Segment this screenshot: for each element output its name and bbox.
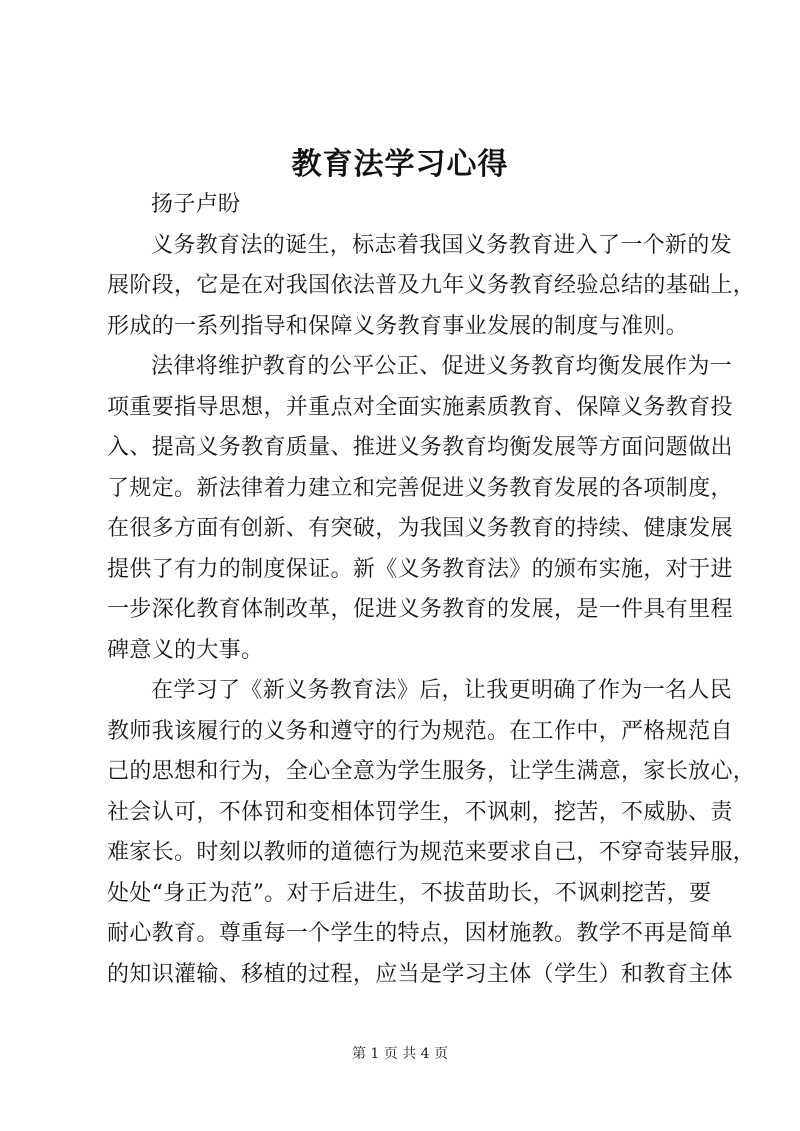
body-line: 法律将维护教育的公平公正、促进义务教育均衡发展作为一: [151, 354, 733, 379]
body-line: 一步深化教育体制改革，促进义务教育的发展，是一件具有里程: [107, 597, 733, 622]
body-line: 提供了有力的制度保证。新《义务教育法》的颁布实施，对于进: [107, 556, 733, 582]
body-line: 己的思想和行为，全心全意为学生服务，让学生满意，家长放心，: [107, 759, 756, 784]
body-line: 在很多方面有创新、有突破，为我国义务教育的持续、健康发展: [107, 516, 733, 541]
author-line: 扬子卢盼: [151, 192, 241, 217]
body-line: 碑意义的大事。: [107, 637, 264, 663]
body-line: 入、提高义务教育质量、推进义务教育均衡发展等方面问题做出: [107, 435, 733, 460]
body-line: 形成的一系列指导和保障义务教育事业发展的制度与准则。: [107, 313, 689, 339]
page-footer: 第 1 页 共 4 页: [351, 1046, 449, 1062]
body-line: 耐心教育。尊重每一个学生的特点，因材施教。教学不再是简单: [107, 921, 733, 946]
body-line: 在学习了《新义务教育法》后，让我更明确了作为一名人民: [151, 678, 733, 703]
body-line: 难家长。时刻以教师的道德行为规范来要求自己，不穿奇装异服，: [107, 840, 756, 865]
body-line: 教师我该履行的义务和遵守的行为规范。在工作中，严格规范自: [107, 718, 733, 744]
document-body: [107, 185, 756, 995]
body-line: 的知识灌输、移植的过程，应当是学习主体（学生）和教育主体: [107, 961, 733, 987]
body-line: 项重要指导思想，并重点对全面实施素质教育、保障义务教育投: [107, 394, 733, 420]
body-line: 处处“身正为范”。对于后进生，不拔苗助长，不讽刺挖苦，要: [107, 880, 712, 906]
body-line: 展阶段，它是在对我国依法普及九年义务教育经验总结的基础上，: [107, 273, 756, 298]
document-title: 教育法学习心得: [291, 147, 509, 182]
body-line: 社会认可，不体罚和变相体罚学生，不讽刺，挖苦，不威胁、责: [107, 799, 733, 825]
body-line: 义务教育法的诞生，标志着我国义务教育进入了一个新的发: [151, 232, 733, 258]
body-line: 了规定。新法律着力建立和完善促进义务教育发展的各项制度，: [107, 475, 733, 501]
